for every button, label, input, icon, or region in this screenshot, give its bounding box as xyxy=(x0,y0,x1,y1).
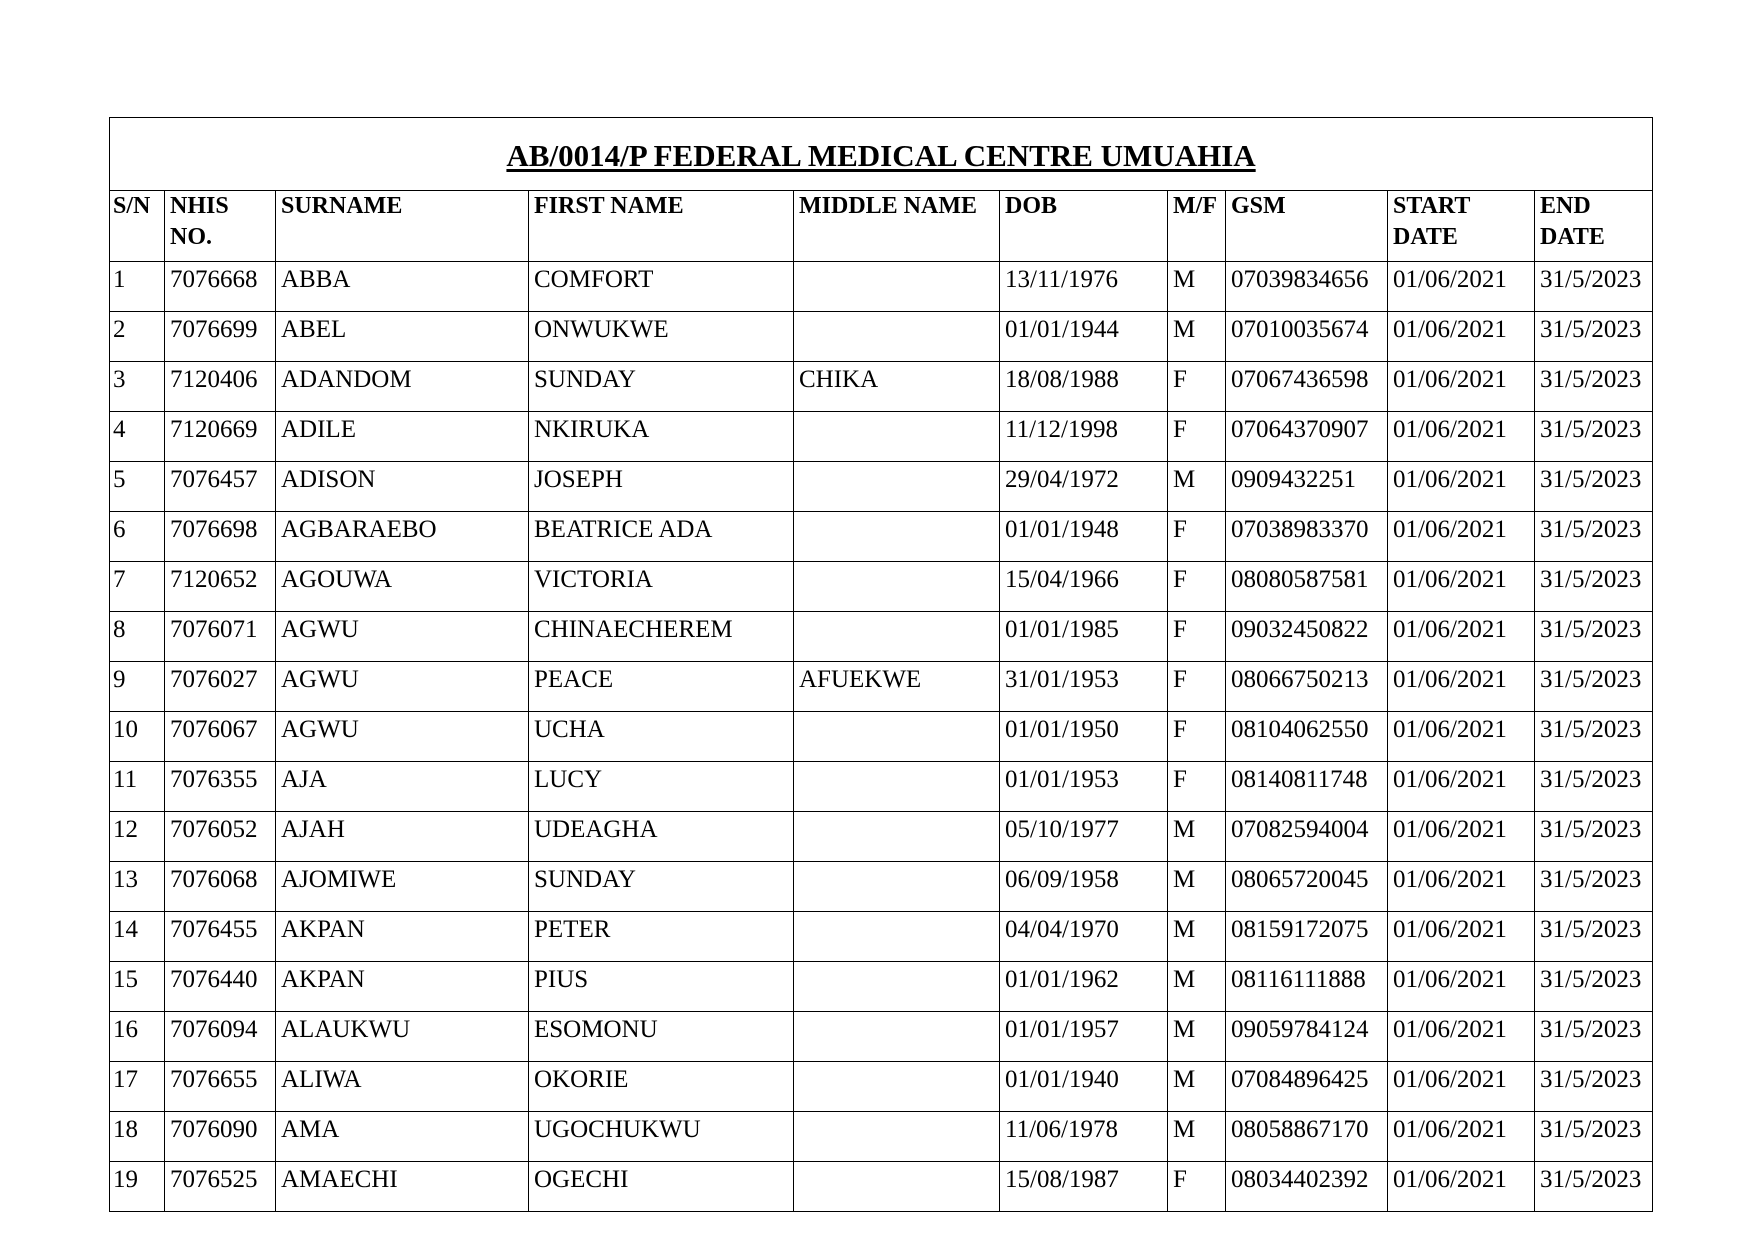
cell-nhis-no: 7076068 xyxy=(165,862,276,912)
header-start-date: START DATE xyxy=(1388,191,1535,262)
cell-end-date: 31/5/2023 xyxy=(1535,262,1653,312)
cell-first-name: JOSEPH xyxy=(529,462,794,512)
table-row xyxy=(110,962,1653,1012)
cell-nhis-no: 7076094 xyxy=(165,1012,276,1062)
cell-gsm: 07084896425 xyxy=(1226,1062,1388,1112)
cell-gsm: 07010035674 xyxy=(1226,312,1388,362)
cell-gsm: 0909432251 xyxy=(1226,462,1388,512)
cell-nhis-no: 7076455 xyxy=(165,912,276,962)
cell-dob: 15/04/1966 xyxy=(1000,562,1168,612)
cell-start-date: 01/06/2021 xyxy=(1388,912,1535,962)
cell-sn: 15 xyxy=(110,962,165,1012)
table-row xyxy=(110,1012,1653,1062)
cell-sn: 13 xyxy=(110,862,165,912)
cell-gender: M xyxy=(1168,862,1226,912)
cell-start-date: 01/06/2021 xyxy=(1388,1012,1535,1062)
cell-sn: 14 xyxy=(110,912,165,962)
cell-dob: 01/01/1940 xyxy=(1000,1062,1168,1112)
cell-dob: 04/04/1970 xyxy=(1000,912,1168,962)
table-row xyxy=(110,1162,1653,1212)
table-row xyxy=(110,712,1653,762)
cell-first-name: PETER xyxy=(529,912,794,962)
cell-first-name: UDEAGHA xyxy=(529,812,794,862)
cell-surname: ALIWA xyxy=(276,1062,529,1112)
cell-start-date: 01/06/2021 xyxy=(1388,562,1535,612)
cell-start-date: 01/06/2021 xyxy=(1388,262,1535,312)
cell-middle-name xyxy=(794,462,1000,512)
cell-dob: 15/08/1987 xyxy=(1000,1162,1168,1212)
cell-end-date: 31/5/2023 xyxy=(1535,862,1653,912)
cell-sn: 6 xyxy=(110,512,165,562)
cell-gsm: 08058867170 xyxy=(1226,1112,1388,1162)
cell-sn: 17 xyxy=(110,1062,165,1112)
cell-start-date: 01/06/2021 xyxy=(1388,1062,1535,1112)
cell-dob: 05/10/1977 xyxy=(1000,812,1168,862)
cell-end-date: 31/5/2023 xyxy=(1535,412,1653,462)
cell-gsm: 08104062550 xyxy=(1226,712,1388,762)
table-row xyxy=(110,762,1653,812)
cell-sn: 16 xyxy=(110,1012,165,1062)
cell-nhis-no: 7076668 xyxy=(165,262,276,312)
cell-middle-name xyxy=(794,712,1000,762)
cell-surname: ADILE xyxy=(276,412,529,462)
cell-surname: AMA xyxy=(276,1112,529,1162)
cell-surname: AKPAN xyxy=(276,912,529,962)
cell-start-date: 01/06/2021 xyxy=(1388,612,1535,662)
cell-end-date: 31/5/2023 xyxy=(1535,312,1653,362)
cell-middle-name xyxy=(794,1062,1000,1112)
cell-gsm: 07039834656 xyxy=(1226,262,1388,312)
header-surname: SURNAME xyxy=(276,191,529,262)
cell-sn: 12 xyxy=(110,812,165,862)
cell-gender: M xyxy=(1168,912,1226,962)
cell-start-date: 01/06/2021 xyxy=(1388,362,1535,412)
cell-middle-name xyxy=(794,512,1000,562)
cell-dob: 01/01/1944 xyxy=(1000,312,1168,362)
cell-nhis-no: 7076027 xyxy=(165,662,276,712)
cell-gender: F xyxy=(1168,1162,1226,1212)
table-row xyxy=(110,862,1653,912)
cell-dob: 01/01/1953 xyxy=(1000,762,1168,812)
cell-start-date: 01/06/2021 xyxy=(1388,1112,1535,1162)
cell-surname: AMAECHI xyxy=(276,1162,529,1212)
cell-gender: F xyxy=(1168,612,1226,662)
cell-start-date: 01/06/2021 xyxy=(1388,512,1535,562)
cell-start-date: 01/06/2021 xyxy=(1388,662,1535,712)
cell-middle-name xyxy=(794,862,1000,912)
cell-first-name: UCHA xyxy=(529,712,794,762)
cell-first-name: SUNDAY xyxy=(529,362,794,412)
cell-middle-name xyxy=(794,612,1000,662)
cell-middle-name xyxy=(794,562,1000,612)
cell-middle-name xyxy=(794,962,1000,1012)
cell-first-name: PEACE xyxy=(529,662,794,712)
cell-gsm: 07064370907 xyxy=(1226,412,1388,462)
cell-nhis-no: 7076071 xyxy=(165,612,276,662)
cell-end-date: 31/5/2023 xyxy=(1535,712,1653,762)
cell-sn: 2 xyxy=(110,312,165,362)
cell-surname: AGWU xyxy=(276,712,529,762)
cell-nhis-no: 7076525 xyxy=(165,1162,276,1212)
cell-first-name: OKORIE xyxy=(529,1062,794,1112)
cell-nhis-no: 7120669 xyxy=(165,412,276,462)
cell-first-name: UGOCHUKWU xyxy=(529,1112,794,1162)
header-sn: S/N xyxy=(110,191,165,262)
cell-surname: AGWU xyxy=(276,612,529,662)
table-row xyxy=(110,912,1653,962)
table-row xyxy=(110,812,1653,862)
cell-nhis-no: 7076655 xyxy=(165,1062,276,1112)
cell-end-date: 31/5/2023 xyxy=(1535,662,1653,712)
cell-start-date: 01/06/2021 xyxy=(1388,312,1535,362)
cell-gender: M xyxy=(1168,1062,1226,1112)
cell-middle-name xyxy=(794,312,1000,362)
cell-gsm: 08159172075 xyxy=(1226,912,1388,962)
table-row xyxy=(110,362,1653,412)
cell-gender: F xyxy=(1168,762,1226,812)
cell-sn: 11 xyxy=(110,762,165,812)
cell-first-name: VICTORIA xyxy=(529,562,794,612)
cell-first-name: BEATRICE ADA xyxy=(529,512,794,562)
cell-nhis-no: 7076355 xyxy=(165,762,276,812)
cell-gsm: 07067436598 xyxy=(1226,362,1388,412)
cell-nhis-no: 7120406 xyxy=(165,362,276,412)
cell-gender: F xyxy=(1168,412,1226,462)
cell-nhis-no: 7076052 xyxy=(165,812,276,862)
cell-sn: 18 xyxy=(110,1112,165,1162)
cell-surname: AJAH xyxy=(276,812,529,862)
cell-middle-name xyxy=(794,812,1000,862)
cell-gender: M xyxy=(1168,462,1226,512)
cell-first-name: OGECHI xyxy=(529,1162,794,1212)
cell-middle-name xyxy=(794,412,1000,462)
cell-end-date: 31/5/2023 xyxy=(1535,762,1653,812)
cell-sn: 9 xyxy=(110,662,165,712)
cell-end-date: 31/5/2023 xyxy=(1535,512,1653,562)
cell-start-date: 01/06/2021 xyxy=(1388,412,1535,462)
table-row xyxy=(110,1112,1653,1162)
cell-first-name: LUCY xyxy=(529,762,794,812)
cell-surname: AKPAN xyxy=(276,962,529,1012)
header-dob: DOB xyxy=(1000,191,1168,262)
cell-sn: 8 xyxy=(110,612,165,662)
table-header-row xyxy=(110,191,1653,262)
cell-middle-name xyxy=(794,912,1000,962)
cell-end-date: 31/5/2023 xyxy=(1535,362,1653,412)
cell-nhis-no: 7076440 xyxy=(165,962,276,1012)
cell-gsm: 07082594004 xyxy=(1226,812,1388,862)
cell-nhis-no: 7120652 xyxy=(165,562,276,612)
cell-surname: AJA xyxy=(276,762,529,812)
cell-sn: 19 xyxy=(110,1162,165,1212)
cell-gsm: 08140811748 xyxy=(1226,762,1388,812)
cell-dob: 11/12/1998 xyxy=(1000,412,1168,462)
cell-middle-name xyxy=(794,1012,1000,1062)
cell-start-date: 01/06/2021 xyxy=(1388,812,1535,862)
header-first-name: FIRST NAME xyxy=(529,191,794,262)
cell-start-date: 01/06/2021 xyxy=(1388,962,1535,1012)
cell-gsm: 08065720045 xyxy=(1226,862,1388,912)
cell-middle-name xyxy=(794,1112,1000,1162)
cell-end-date: 31/5/2023 xyxy=(1535,462,1653,512)
cell-gender: M xyxy=(1168,1012,1226,1062)
cell-dob: 29/04/1972 xyxy=(1000,462,1168,512)
cell-gsm: 08116111888 xyxy=(1226,962,1388,1012)
cell-gender: M xyxy=(1168,1112,1226,1162)
cell-gsm: 07038983370 xyxy=(1226,512,1388,562)
cell-nhis-no: 7076090 xyxy=(165,1112,276,1162)
cell-dob: 01/01/1962 xyxy=(1000,962,1168,1012)
cell-first-name: COMFORT xyxy=(529,262,794,312)
cell-gender: M xyxy=(1168,262,1226,312)
cell-dob: 01/01/1948 xyxy=(1000,512,1168,562)
cell-surname: AJOMIWE xyxy=(276,862,529,912)
cell-middle-name: CHIKA xyxy=(794,362,1000,412)
table-row xyxy=(110,662,1653,712)
header-gender: M/F xyxy=(1168,191,1226,262)
cell-sn: 5 xyxy=(110,462,165,512)
cell-dob: 01/01/1957 xyxy=(1000,1012,1168,1062)
cell-dob: 31/01/1953 xyxy=(1000,662,1168,712)
cell-nhis-no: 7076457 xyxy=(165,462,276,512)
table-row xyxy=(110,562,1653,612)
cell-gender: F xyxy=(1168,712,1226,762)
cell-surname: AGOUWA xyxy=(276,562,529,612)
cell-nhis-no: 7076698 xyxy=(165,512,276,562)
cell-first-name: ESOMONU xyxy=(529,1012,794,1062)
cell-start-date: 01/06/2021 xyxy=(1388,862,1535,912)
document-title: AB/0014/P FEDERAL MEDICAL CENTRE UMUAHIA xyxy=(110,118,1653,191)
cell-dob: 06/09/1958 xyxy=(1000,862,1168,912)
cell-surname: ALAUKWU xyxy=(276,1012,529,1062)
cell-gsm: 09059784124 xyxy=(1226,1012,1388,1062)
cell-sn: 1 xyxy=(110,262,165,312)
cell-end-date: 31/5/2023 xyxy=(1535,962,1653,1012)
cell-gsm: 09032450822 xyxy=(1226,612,1388,662)
cell-surname: ADANDOM xyxy=(276,362,529,412)
cell-end-date: 31/5/2023 xyxy=(1535,1062,1653,1112)
cell-gender: F xyxy=(1168,562,1226,612)
cell-middle-name: AFUEKWE xyxy=(794,662,1000,712)
cell-start-date: 01/06/2021 xyxy=(1388,462,1535,512)
cell-end-date: 31/5/2023 xyxy=(1535,1012,1653,1062)
cell-sn: 4 xyxy=(110,412,165,462)
cell-surname: AGWU xyxy=(276,662,529,712)
cell-gsm: 08066750213 xyxy=(1226,662,1388,712)
cell-first-name: CHINAECHEREM xyxy=(529,612,794,662)
table-row xyxy=(110,612,1653,662)
cell-sn: 3 xyxy=(110,362,165,412)
cell-gender: M xyxy=(1168,812,1226,862)
table-row xyxy=(110,312,1653,362)
cell-gsm: 08080587581 xyxy=(1226,562,1388,612)
cell-end-date: 31/5/2023 xyxy=(1535,612,1653,662)
table-row xyxy=(110,512,1653,562)
header-nhis-no: NHIS NO. xyxy=(165,191,276,262)
cell-middle-name xyxy=(794,762,1000,812)
cell-dob: 18/08/1988 xyxy=(1000,362,1168,412)
cell-middle-name xyxy=(794,1162,1000,1212)
cell-first-name: NKIRUKA xyxy=(529,412,794,462)
cell-dob: 01/01/1950 xyxy=(1000,712,1168,762)
cell-surname: ABEL xyxy=(276,312,529,362)
cell-end-date: 31/5/2023 xyxy=(1535,912,1653,962)
cell-start-date: 01/06/2021 xyxy=(1388,1162,1535,1212)
cell-end-date: 31/5/2023 xyxy=(1535,1112,1653,1162)
enrollee-table xyxy=(109,117,1653,1212)
cell-first-name: ONWUKWE xyxy=(529,312,794,362)
cell-gsm: 08034402392 xyxy=(1226,1162,1388,1212)
cell-sn: 7 xyxy=(110,562,165,612)
cell-start-date: 01/06/2021 xyxy=(1388,762,1535,812)
cell-gender: M xyxy=(1168,962,1226,1012)
cell-start-date: 01/06/2021 xyxy=(1388,712,1535,762)
table-row xyxy=(110,412,1653,462)
cell-end-date: 31/5/2023 xyxy=(1535,1162,1653,1212)
cell-dob: 11/06/1978 xyxy=(1000,1112,1168,1162)
cell-surname: ADISON xyxy=(276,462,529,512)
header-gsm: GSM xyxy=(1226,191,1388,262)
table-body xyxy=(110,262,1653,1212)
cell-sn: 10 xyxy=(110,712,165,762)
cell-end-date: 31/5/2023 xyxy=(1535,562,1653,612)
table-row xyxy=(110,262,1653,312)
cell-dob: 13/11/1976 xyxy=(1000,262,1168,312)
cell-gender: M xyxy=(1168,312,1226,362)
cell-dob: 01/01/1985 xyxy=(1000,612,1168,662)
cell-first-name: SUNDAY xyxy=(529,862,794,912)
cell-nhis-no: 7076067 xyxy=(165,712,276,762)
cell-first-name: PIUS xyxy=(529,962,794,1012)
header-end-date: END DATE xyxy=(1535,191,1653,262)
cell-nhis-no: 7076699 xyxy=(165,312,276,362)
cell-gender: F xyxy=(1168,662,1226,712)
cell-middle-name xyxy=(794,262,1000,312)
cell-gender: F xyxy=(1168,512,1226,562)
cell-gender: F xyxy=(1168,362,1226,412)
table-row xyxy=(110,462,1653,512)
cell-surname: ABBA xyxy=(276,262,529,312)
table-row xyxy=(110,1062,1653,1112)
header-middle-name: MIDDLE NAME xyxy=(794,191,1000,262)
cell-end-date: 31/5/2023 xyxy=(1535,812,1653,862)
cell-surname: AGBARAEBO xyxy=(276,512,529,562)
